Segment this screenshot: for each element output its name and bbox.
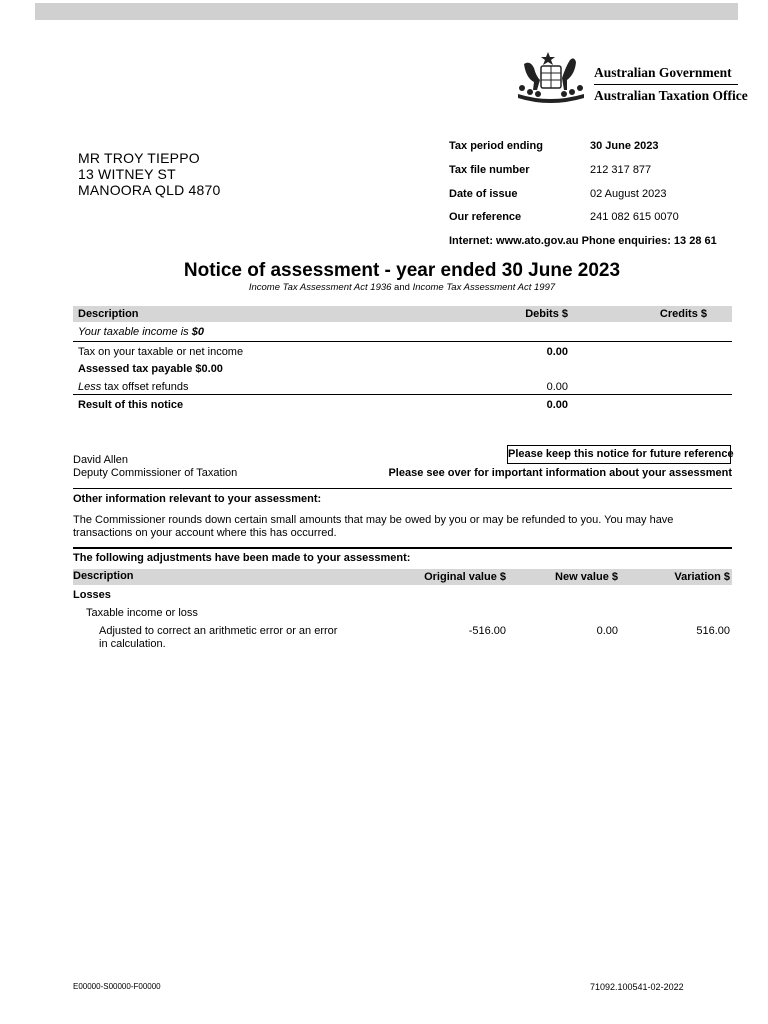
table-divider xyxy=(73,341,732,342)
reference-value: 241 082 615 0070 xyxy=(590,211,679,223)
tax-period-value: 30 June 2023 xyxy=(590,140,659,152)
row-tax-description: Tax on your taxable or net income xyxy=(78,346,244,358)
tfn-label: Tax file number xyxy=(449,164,530,176)
row-offset-description xyxy=(78,381,189,393)
adj-item-new: 0.00 xyxy=(596,625,618,637)
adj-col-new: New value $ xyxy=(555,571,618,583)
act-1936: Income Tax Assessment Act 1936 xyxy=(248,282,392,293)
row-assessed-description: Assessed tax payable $0.00 xyxy=(78,363,223,375)
agency-office-name: Australian Taxation Office xyxy=(594,88,748,103)
taxable-income-value: $0 xyxy=(191,326,204,338)
adj-subcategory: Taxable income or loss xyxy=(86,607,198,619)
other-info-text: The Commissioner rounds down certain small amounts that may be owed by you or may be refunded to you. You may have transactions on your account where this has occurred. xyxy=(73,514,674,539)
agency-name: Australian Government xyxy=(594,65,732,80)
result-divider xyxy=(73,394,732,395)
contact-line: Internet: www.ato.gov.au Phone enquiries: 13 28 61 xyxy=(449,235,717,247)
see-over-note: Please see over for important information about your assessment xyxy=(388,467,732,479)
row-tax-debit: 0.00 xyxy=(546,346,568,358)
notice-acts xyxy=(0,282,768,293)
row-offset-debit: 0.00 xyxy=(546,381,568,393)
recipient-address xyxy=(78,150,220,198)
top-grey-bar xyxy=(35,3,738,20)
notice-title: Notice of assessment - year ended 30 June 2023 xyxy=(183,260,621,281)
footer-left-code: E00000-S00000-F00000 xyxy=(73,982,161,991)
col-description: Description xyxy=(78,308,139,320)
row-offset-less: Less xyxy=(78,381,102,393)
adj-item-variation: 516.00 xyxy=(696,625,730,637)
footer-right-code: 71092.100541-02-2022 xyxy=(590,982,684,992)
taxable-income-prefix: Your taxable income is xyxy=(78,326,192,338)
adjustments-heading: The following adjustments have been made to your assessment: xyxy=(73,552,411,564)
act-1997: Income Tax Assessment Act 1997 xyxy=(412,282,556,293)
issue-date-label: Date of issue xyxy=(449,188,518,200)
coat-of-arms-icon xyxy=(512,50,590,106)
adj-col-variation: Variation $ xyxy=(674,571,730,583)
col-debits: Debits $ xyxy=(525,308,568,320)
col-credits: Credits $ xyxy=(659,308,707,320)
signatory-name: David Allen xyxy=(73,454,129,466)
section-divider xyxy=(73,488,732,489)
signatory-title: Deputy Commissioner of Taxation xyxy=(73,467,238,479)
reference-label: Our reference xyxy=(449,211,522,223)
adj-item-original: -516.00 xyxy=(468,625,506,637)
recipient-street: 13 WITNEY ST xyxy=(78,166,176,182)
adj-category: Losses xyxy=(73,589,111,601)
taxable-income-row xyxy=(78,326,204,338)
recipient-locality: MANOORA QLD 4870 xyxy=(78,182,221,198)
result-description: Result of this notice xyxy=(78,399,184,411)
other-info-heading: Other information relevant to your assessment: xyxy=(73,493,322,505)
tfn-value: 212 317 877 xyxy=(590,164,652,176)
act-conjunction: and xyxy=(391,282,413,293)
agency-divider xyxy=(594,84,738,85)
adj-item-description: Adjusted to correct an arithmetic error or an error in calculation. xyxy=(99,625,338,650)
issue-date-value: 02 August 2023 xyxy=(590,188,667,200)
adj-col-original: Original value $ xyxy=(424,571,506,583)
adjustments-divider xyxy=(73,547,732,549)
adj-col-description: Description xyxy=(73,570,134,582)
tax-period-label: Tax period ending xyxy=(449,140,543,152)
result-debit: 0.00 xyxy=(546,399,568,411)
keep-notice-box: Please keep this notice for future reference xyxy=(507,445,731,464)
row-offset-rest: tax offset refunds xyxy=(101,381,189,393)
recipient-name: MR TROY TIEPPO xyxy=(78,150,200,166)
